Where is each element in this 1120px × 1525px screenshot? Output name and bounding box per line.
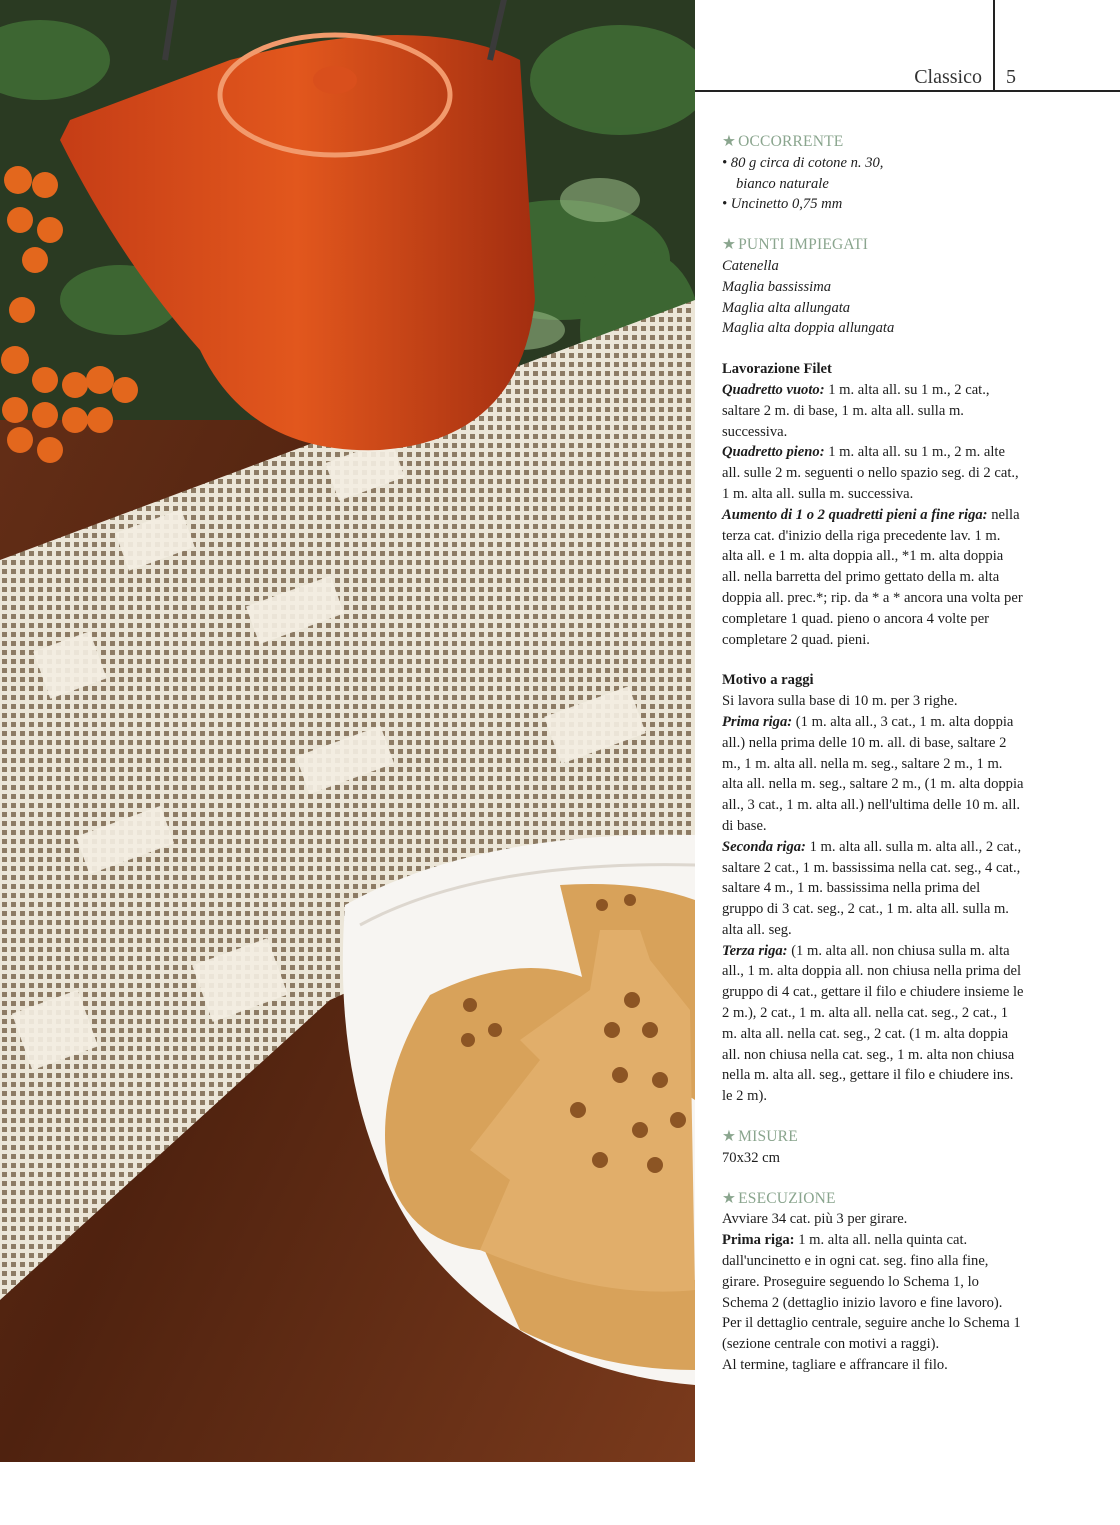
header-rule <box>695 90 1120 92</box>
instructions-column <box>722 132 1024 1376</box>
paragraph <box>722 837 1024 941</box>
term-text: (1 m. alta all. non chiusa sulla m. alta all., 1 m. alta doppia all. non chiusa nella prima del gruppo di 4 cat., gettare il filo e chiudere insieme le 2 m.), 2 cat., 1 m. alta all. nella cat. seg., 2 cat., 1 m. alta all. nella cat. seg., 2 cat. (1 m. alta doppia all. non chiusa nella cat. seg., 1 m. alta non chiusa nella m. alta all. seg., gettare il filo e chiudere ins. le 2 m). <box>722 942 1024 1105</box>
paragraph: Si lavora sulla base di 10 m. per 3 righe. <box>722 693 958 710</box>
paragraph <box>722 505 1024 651</box>
term-label: Seconda riga: <box>722 838 806 855</box>
term-label: Quadretto pieno: <box>722 444 825 461</box>
term-text: 1 m. alta all. su 1 m., 2 cat., saltare 2 m. di base, 1 m. alta all. sulla m. successiva. <box>722 381 990 440</box>
punti-heading <box>722 235 1024 256</box>
section-title: Classico <box>914 66 982 88</box>
term-label: Prima riga: <box>722 713 793 730</box>
term-text: 1 m. alta all. su 1 m., 2 m. alte all. sulle 2 m. seguenti o nello spazio seg. di 2 cat., 1 m. alta all. sulla m. successiva. <box>722 444 1019 502</box>
occorrente-title: OCCORRENTE <box>738 133 844 150</box>
paragraph <box>722 941 1024 1107</box>
star-icon: ★ <box>722 1128 737 1146</box>
star-icon: ★ <box>722 133 737 150</box>
punti-title: PUNTI IMPIEGATI <box>738 236 869 254</box>
paragraph <box>722 1230 1024 1355</box>
term-text: 1 m. alta all. sulla m. alta all., 2 cat., saltare 2 cat., 1 m. bassissima nella cat. seg., 4 cat., saltare 4 m., 1 m. bassissima nella prima del gruppo di 3 cat. seg., 2 cat., 1 m. alta all. sulla m. alta all. seg. <box>722 838 1022 938</box>
occorrente-item: bianco naturale <box>736 175 829 192</box>
occorrente-item: Uncinetto 0,75 mm <box>730 196 843 213</box>
star-icon: ★ <box>722 1189 737 1207</box>
filet-heading: Lavorazione Filet <box>722 361 832 378</box>
occorrente-item: 80 g circa di cotone n. 30, <box>730 154 884 171</box>
raggi-heading: Motivo a raggi <box>722 672 814 689</box>
paragraph: Al termine, tagliare e affrancare il filo. <box>722 1357 948 1374</box>
header-divider-vertical <box>993 0 995 92</box>
list-item: Catenella <box>722 257 779 274</box>
misure-value: 70x32 cm <box>722 1149 780 1166</box>
occorrente-heading <box>722 132 1024 153</box>
list-item: • 80 g circa di cotone n. 30, <box>722 154 884 171</box>
term-label: Prima riga: <box>722 1232 795 1249</box>
misure-heading <box>722 1127 1024 1148</box>
paragraph: Avviare 34 cat. più 3 per girare. <box>722 1211 908 1228</box>
page-number: 5 <box>1006 66 1016 88</box>
term-text: 1 m. alta all. nella quinta cat. dall'uncinetto e in ogni cat. seg. fino alla fine, girare. Proseguire seguendo lo Schema 1, lo Schema 2 (dettaglio inizio lavoro e fine lavoro). Per il dettaglio centrale, seguire anche lo Schema 1 (sezione centrale con motivi a raggi). <box>722 1232 1021 1353</box>
term-label: Quadretto vuoto: <box>722 381 825 398</box>
paragraph <box>722 712 1024 837</box>
list-item: Maglia alta doppia allungata <box>722 320 895 337</box>
paragraph <box>722 442 1024 504</box>
star-icon: ★ <box>722 236 737 254</box>
esecuzione-title: ESECUZIONE <box>738 1189 836 1207</box>
term-label: Terza riga: <box>722 942 788 959</box>
list-item: • Uncinetto 0,75 mm <box>722 196 843 213</box>
list-item <box>722 174 1024 195</box>
term-text: (1 m. alta all., 3 cat., 1 m. alta doppia all.) nella prima delle 10 m. all. di base, saltare 2 m., 1 m. alta all. nella m. seg., saltare 2 m., 1 m. alta all. nella m. seg., saltare 2 m., (1 m. alta doppia all., 3 cat., 1 m. alta all.) nell'ultima delle 10 m. all. di base. <box>722 713 1024 834</box>
misure-title: MISURE <box>738 1128 798 1146</box>
list-item: Maglia bassissima <box>722 278 832 295</box>
term-label: Aumento di 1 o 2 quadretti pieni a fine riga: <box>722 506 988 523</box>
esecuzione-heading <box>722 1189 1024 1210</box>
list-item: Maglia alta allungata <box>722 299 851 316</box>
paragraph <box>722 380 1024 442</box>
term-text: nella terza cat. d'inizio della riga precedente lav. 1 m. alta all. e 1 m. alta doppia all., *1 m. alta doppia all. nella barretta del primo gettato della m. alta doppia all. prec.*; rip. da * a * ancora una volta per completare 1 quad. pieno o ancora 4 volte per completare 2 quad. pieni. <box>722 506 1023 648</box>
